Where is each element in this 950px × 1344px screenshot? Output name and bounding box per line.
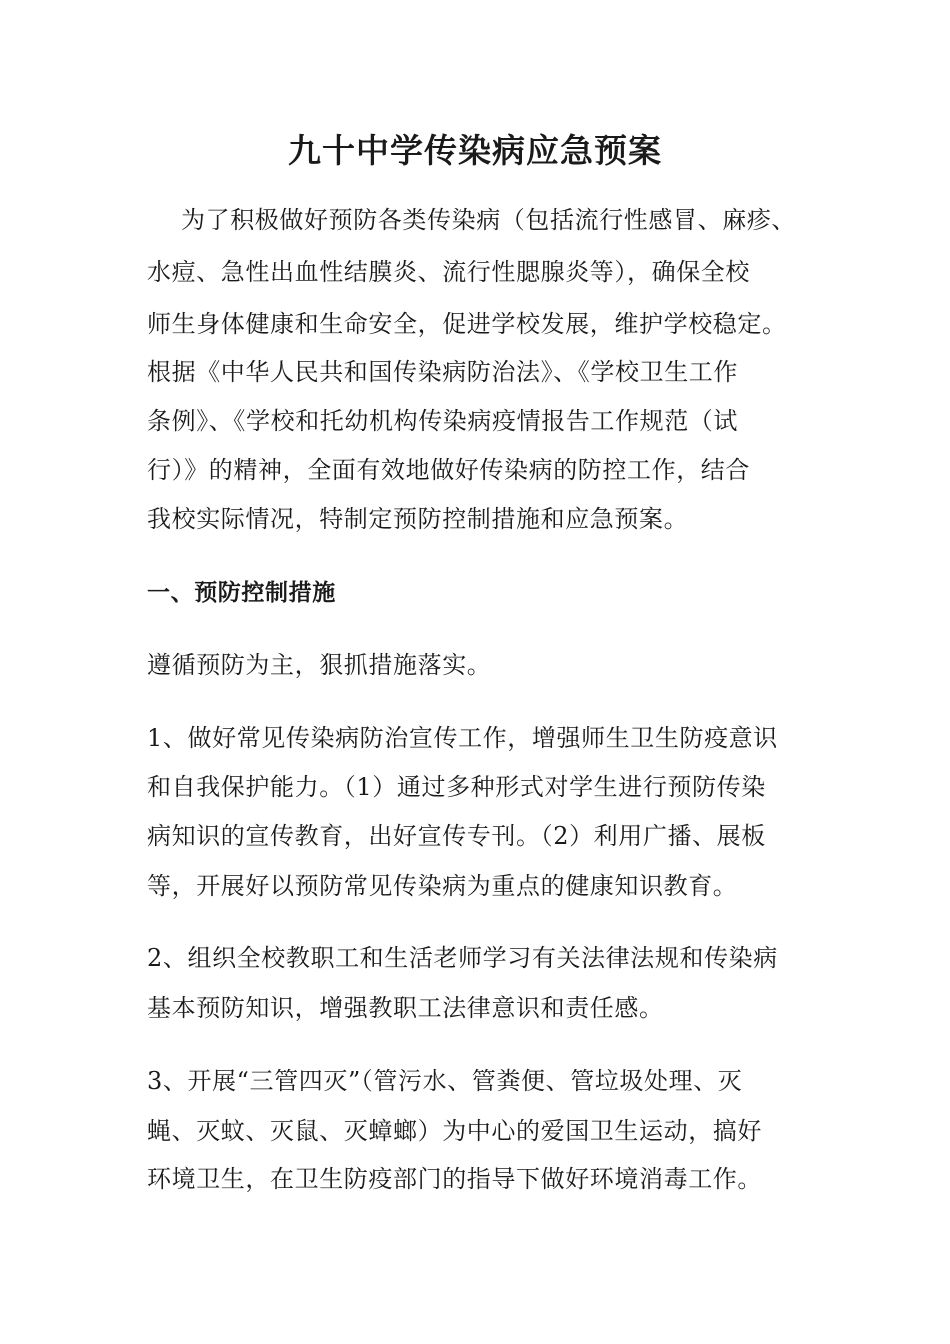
intro-line-4: 根据《中华人民共和国传染病防治法》、《学校卫生工作 bbox=[147, 358, 738, 386]
intro-line-1: 为了积极做好预防各类传染病（包括流行性感冒、麻疹、 bbox=[181, 206, 796, 234]
item3-line-1: 3、开展“三管四灭”（管污水、管粪便、管垃圾处理、灭 bbox=[147, 1067, 743, 1095]
item1-line-3: 病知识的宣传教育，出好宣传专刊。（2）利用广播、展板 bbox=[147, 822, 766, 850]
intro-line-3: 师生身体健康和生命安全，促进学校发展，维护学校稳定。 bbox=[147, 310, 787, 338]
intro-line-2: 水痘、急性出血性结膜炎、流行性腮腺炎等），确保全校 bbox=[147, 258, 750, 286]
item2-line-2: 基本预防知识，增强教职工法律意识和责任感。 bbox=[147, 994, 664, 1022]
item1-line-1: 1、做好常见传染病防治宣传工作，增强师生卫生防疫意识 bbox=[147, 724, 778, 752]
item3-line-2: 蝇、灭蚊、灭鼠、灭蟑螂）为中心的爱国卫生运动，搞好 bbox=[147, 1117, 762, 1145]
item1-line-2: 和自我保护能力。（1）通过多种形式对学生进行预防传染 bbox=[147, 773, 766, 801]
item1-line-4: 等，开展好以预防常见传染病为重点的健康知识教育。 bbox=[147, 872, 738, 900]
principle-text: 遵循预防为主，狠抓措施落实。 bbox=[147, 651, 492, 679]
intro-line-6: 行）》的精神，全面有效地做好传染病的防控工作，结合 bbox=[147, 456, 750, 484]
item2-line-1: 2、组织全校教职工和生活老师学习有关法律法规和传染病 bbox=[147, 944, 778, 972]
item3-line-3: 环境卫生，在卫生防疫部门的指导下做好环境消毒工作。 bbox=[147, 1165, 762, 1193]
document-title: 九十中学传染病应急预案 bbox=[288, 131, 662, 170]
section-heading: 一、预防控制措施 bbox=[147, 580, 336, 606]
intro-line-5: 条例》、《学校和托幼机构传染病疫情报告工作规范（试 bbox=[147, 407, 738, 435]
intro-line-7: 我校实际情况，特制定预防控制措施和应急预案。 bbox=[147, 505, 689, 533]
